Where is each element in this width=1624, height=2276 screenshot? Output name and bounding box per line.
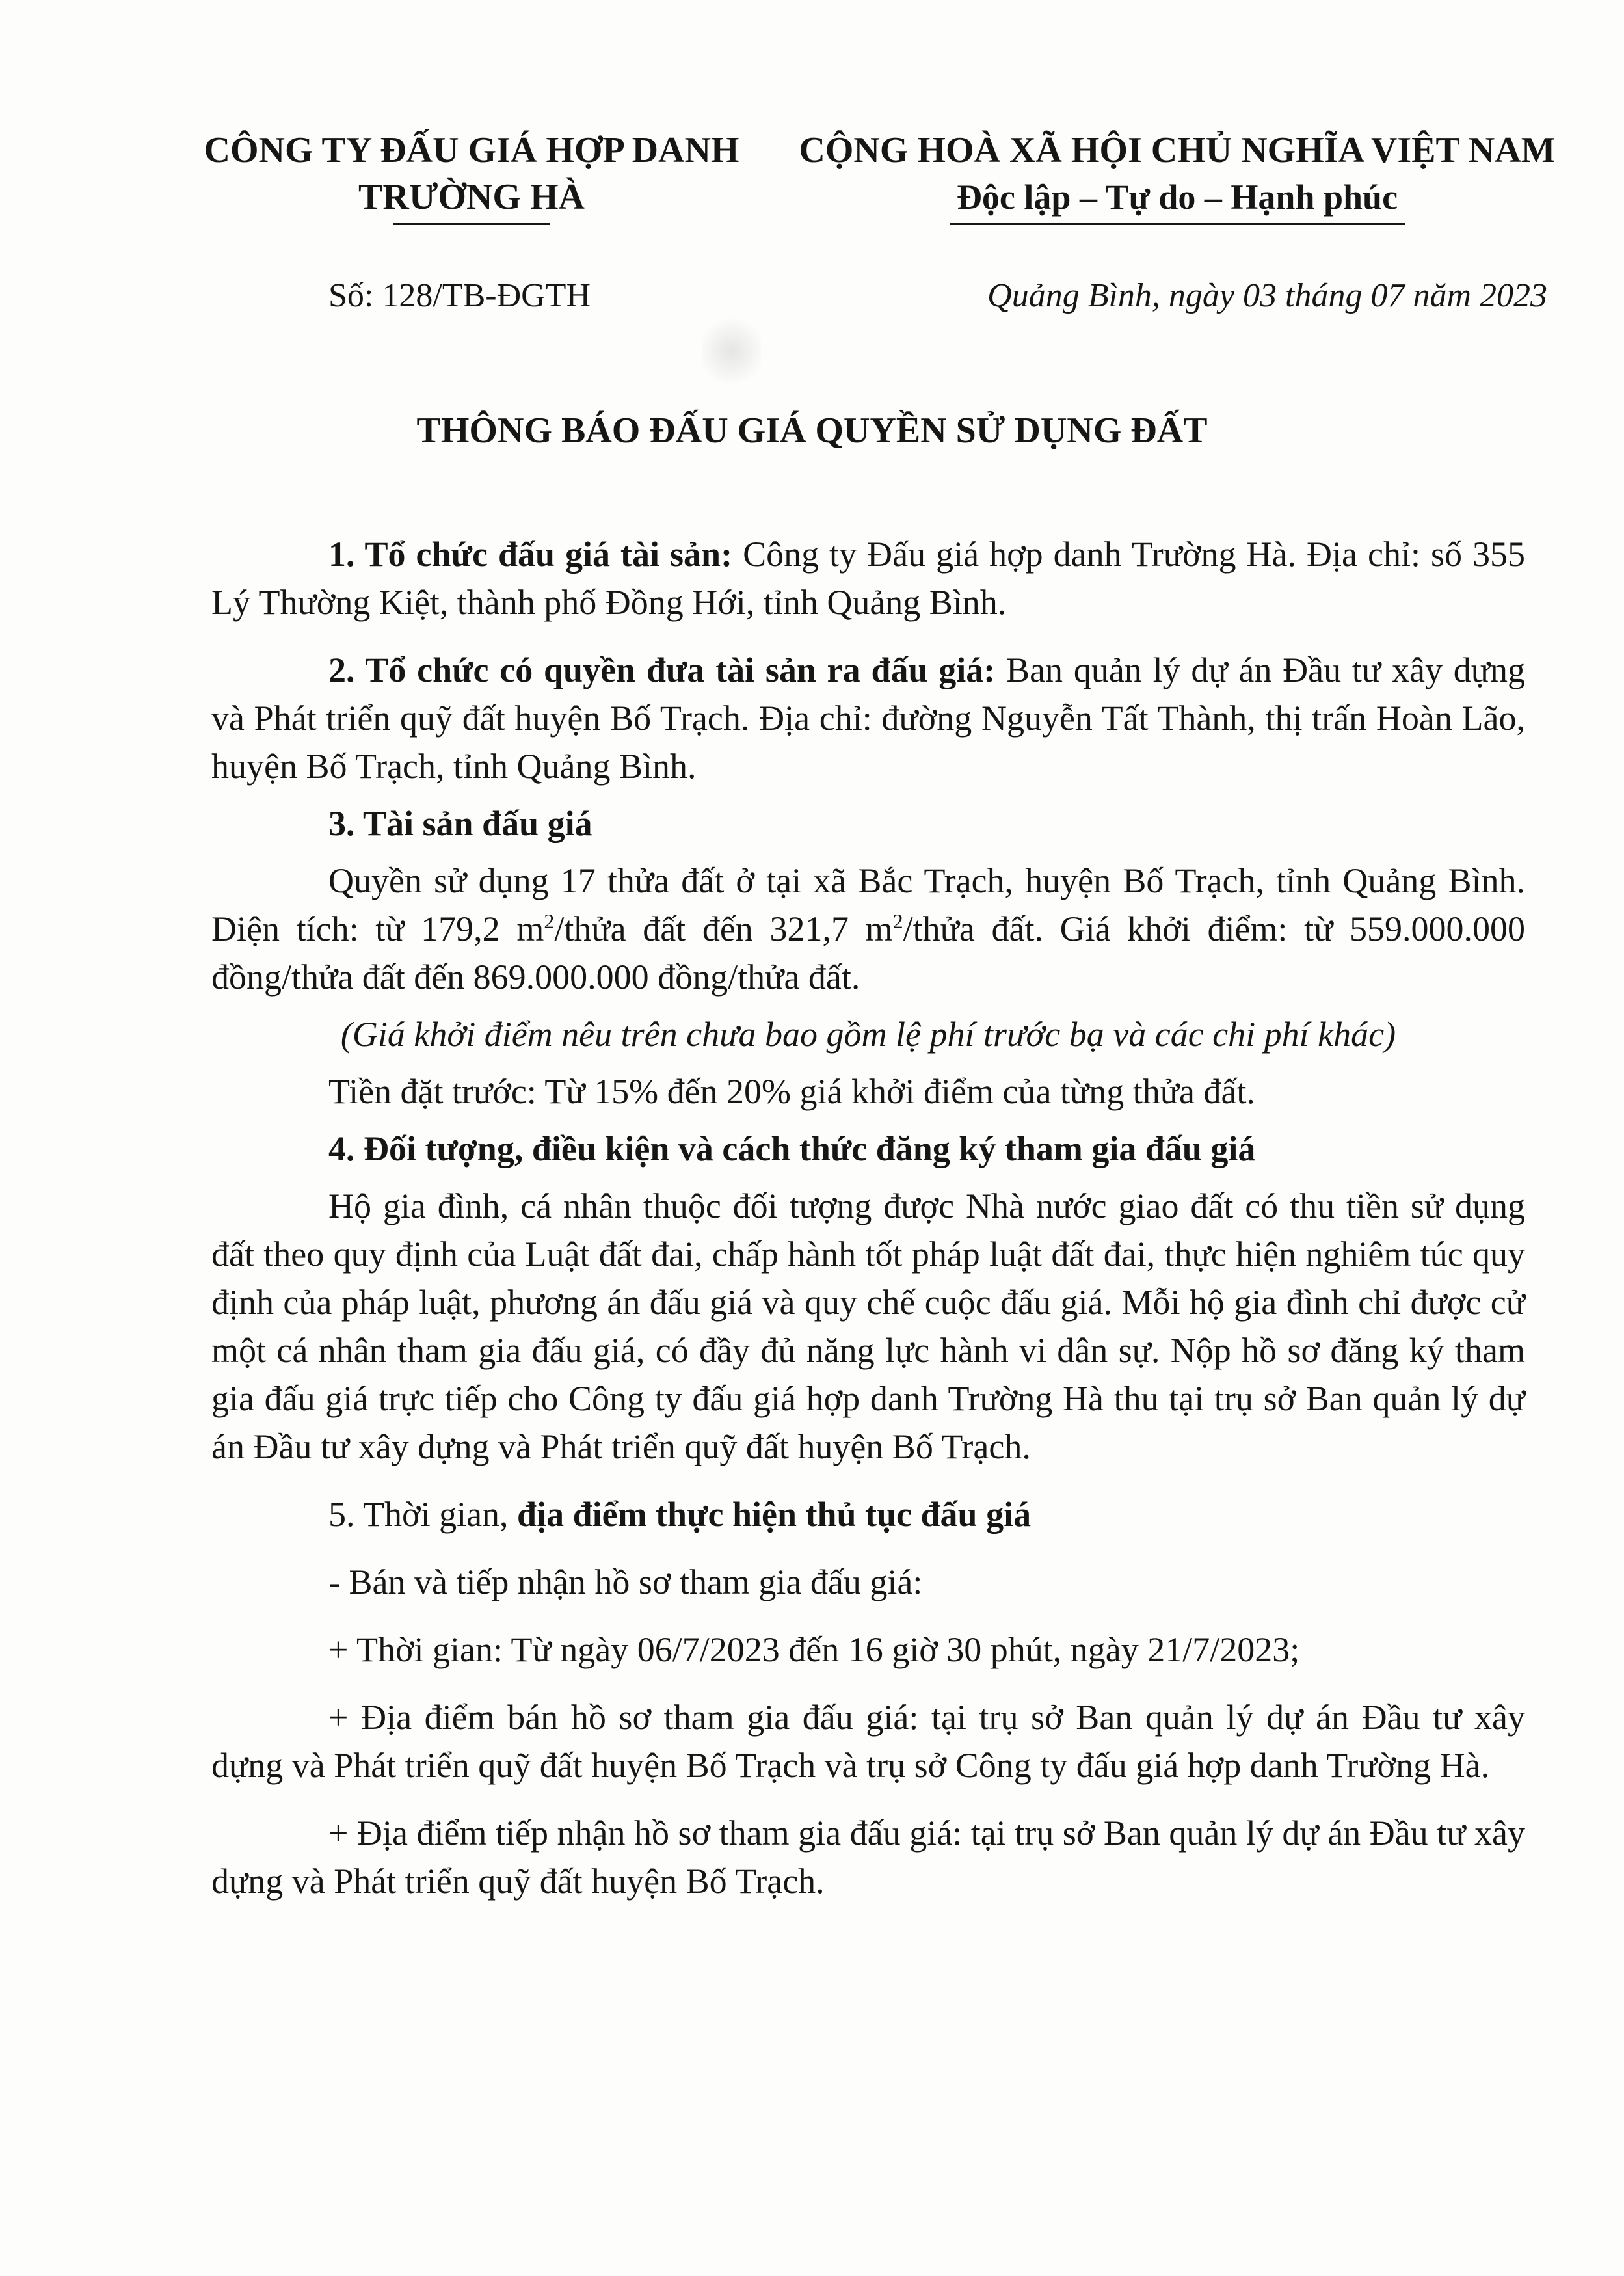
section-5-item-3: + Địa điểm bán hồ sơ tham gia đấu giá: tại trụ sở Ban quản lý dự án Đầu tư xây dựng và Phát triển quỹ đất huyện Bố Trạch và trụ sở Công ty đấu giá hợp danh Trường Hà.: [211, 1698, 1525, 1785]
area-superscript-1: 2: [544, 909, 555, 933]
section-4-text: Hộ gia đình, cá nhân thuộc đối tượng được Nhà nước giao đất có thu tiền sử dụng đất theo quy định của Luật đất đai, chấp hành tốt pháp luật đất đai, thực hiện nghiêm túc quy định của pháp luật, phương án đấu giá và quy chế cuộc đấu giá. Mỗi hộ gia đình chỉ được cử một cá nhân tham gia đấu giá, có đầy đủ năng lực hành vi dân sự. Nộp hồ sơ đăng ký tham gia đấu giá trực tiếp cho Công ty đấu giá hợp danh Trường Hà thu tại trụ sở Ban quản lý dự án Đầu tư xây dựng và Phát triển quỹ đất huyện Bố Trạch.: [211, 1186, 1525, 1466]
section-5-heading-a: 5. Thời gian,: [328, 1495, 518, 1534]
starting-price-note: (Giá khởi điểm nêu trên chưa bao gồm lệ phí trước bạ và các chi phí khác): [340, 1015, 1396, 1054]
section-1-heading: 1. Tổ chức đấu giá tài sản:: [328, 535, 733, 574]
area-superscript-2: 2: [892, 909, 903, 933]
issuer-header: [189, 127, 754, 225]
section-5-item-1: - Bán và tiếp nhận hồ sơ tham gia đấu giá:: [328, 1562, 923, 1601]
section-1-text: Công ty Đấu giá hợp danh Trường Hà. Địa chỉ: số 355 Lý Thường Kiệt, thành phố Đồng Hới, tỉnh Quảng Bình.: [211, 535, 1525, 622]
motto-underline: [950, 223, 1405, 225]
national-title: CỘNG HOÀ XÃ HỘI CHỦ NGHĨA VIỆT NAM: [799, 130, 1556, 170]
section-2-text: Ban quản lý dự án Đầu tư xây dựng và Phát triển quỹ đất huyện Bố Trạch. Địa chỉ: đường Nguyễn Tất Thành, thị trấn Hoàn Lão, huyện Bố Trạch, tỉnh Quảng Bình.: [211, 650, 1525, 786]
section-5-item-2: + Thời gian: Từ ngày 06/7/2023 đến 16 giờ 30 phút, ngày 21/7/2023;: [328, 1630, 1300, 1669]
place-and-date: Quảng Bình, ngày 03 tháng 07 năm 2023: [987, 277, 1547, 314]
document-title: THÔNG BÁO ĐẤU GIÁ QUYỀN SỬ DỤNG ĐẤT: [416, 410, 1208, 451]
section-5-heading-para: [211, 1490, 1525, 1538]
section-4-heading: 4. Đối tượng, điều kiện và cách thức đăng ký tham gia đấu giá: [328, 1129, 1256, 1168]
document-body: [211, 530, 1525, 1925]
section-2-heading: 2. Tổ chức có quyền đưa tài sản ra đấu giá:: [328, 650, 996, 689]
asset-text-b: /thửa đất đến 321,7 m: [554, 909, 893, 948]
issuer-underline: [393, 223, 550, 225]
national-motto: Độc lập – Tự do – Hạnh phúc: [956, 178, 1398, 217]
faint-stamp-mark: [702, 312, 761, 390]
document-number: Số: 128/TB-ĐGTH: [328, 277, 591, 314]
national-header: [780, 127, 1574, 225]
section-3-heading: 3. Tài sản đấu giá: [328, 804, 592, 843]
section-1: [211, 530, 1525, 626]
section-3-asset: [211, 857, 1525, 1001]
section-5-item-4: + Địa điểm tiếp nhận hồ sơ tham gia đấu giá: tại trụ sở Ban quản lý dự án Đầu tư xây dựng và Phát triển quỹ đất huyện Bố Trạch.: [211, 1814, 1525, 1901]
asset-text-c: /thửa đất. Giá khởi điểm: từ 559.000.000 đồng/thửa đất đến 869.000.000 đồng/thửa đất.: [211, 909, 1525, 997]
section-2: [211, 646, 1525, 790]
asset-text-a: Quyền sử dụng 17 thửa đất ở tại xã Bắc Trạch, huyện Bố Trạch, tỉnh Quảng Bình. Diện tích: từ 179,2 m: [211, 861, 1525, 948]
issuer-name-line2: TRƯỜNG HÀ: [358, 177, 585, 217]
section-3-heading-para: [211, 799, 1525, 848]
section-5-heading-b: địa điểm thực hiện thủ tục đấu giá: [517, 1495, 1032, 1534]
issuer-name-line1: CÔNG TY ĐẤU GIÁ HỢP DANH: [204, 130, 739, 170]
deposit-info: Tiền đặt trước: Từ 15% đến 20% giá khởi điểm của từng thửa đất.: [328, 1072, 1255, 1111]
section-4-heading-para: [211, 1125, 1525, 1173]
